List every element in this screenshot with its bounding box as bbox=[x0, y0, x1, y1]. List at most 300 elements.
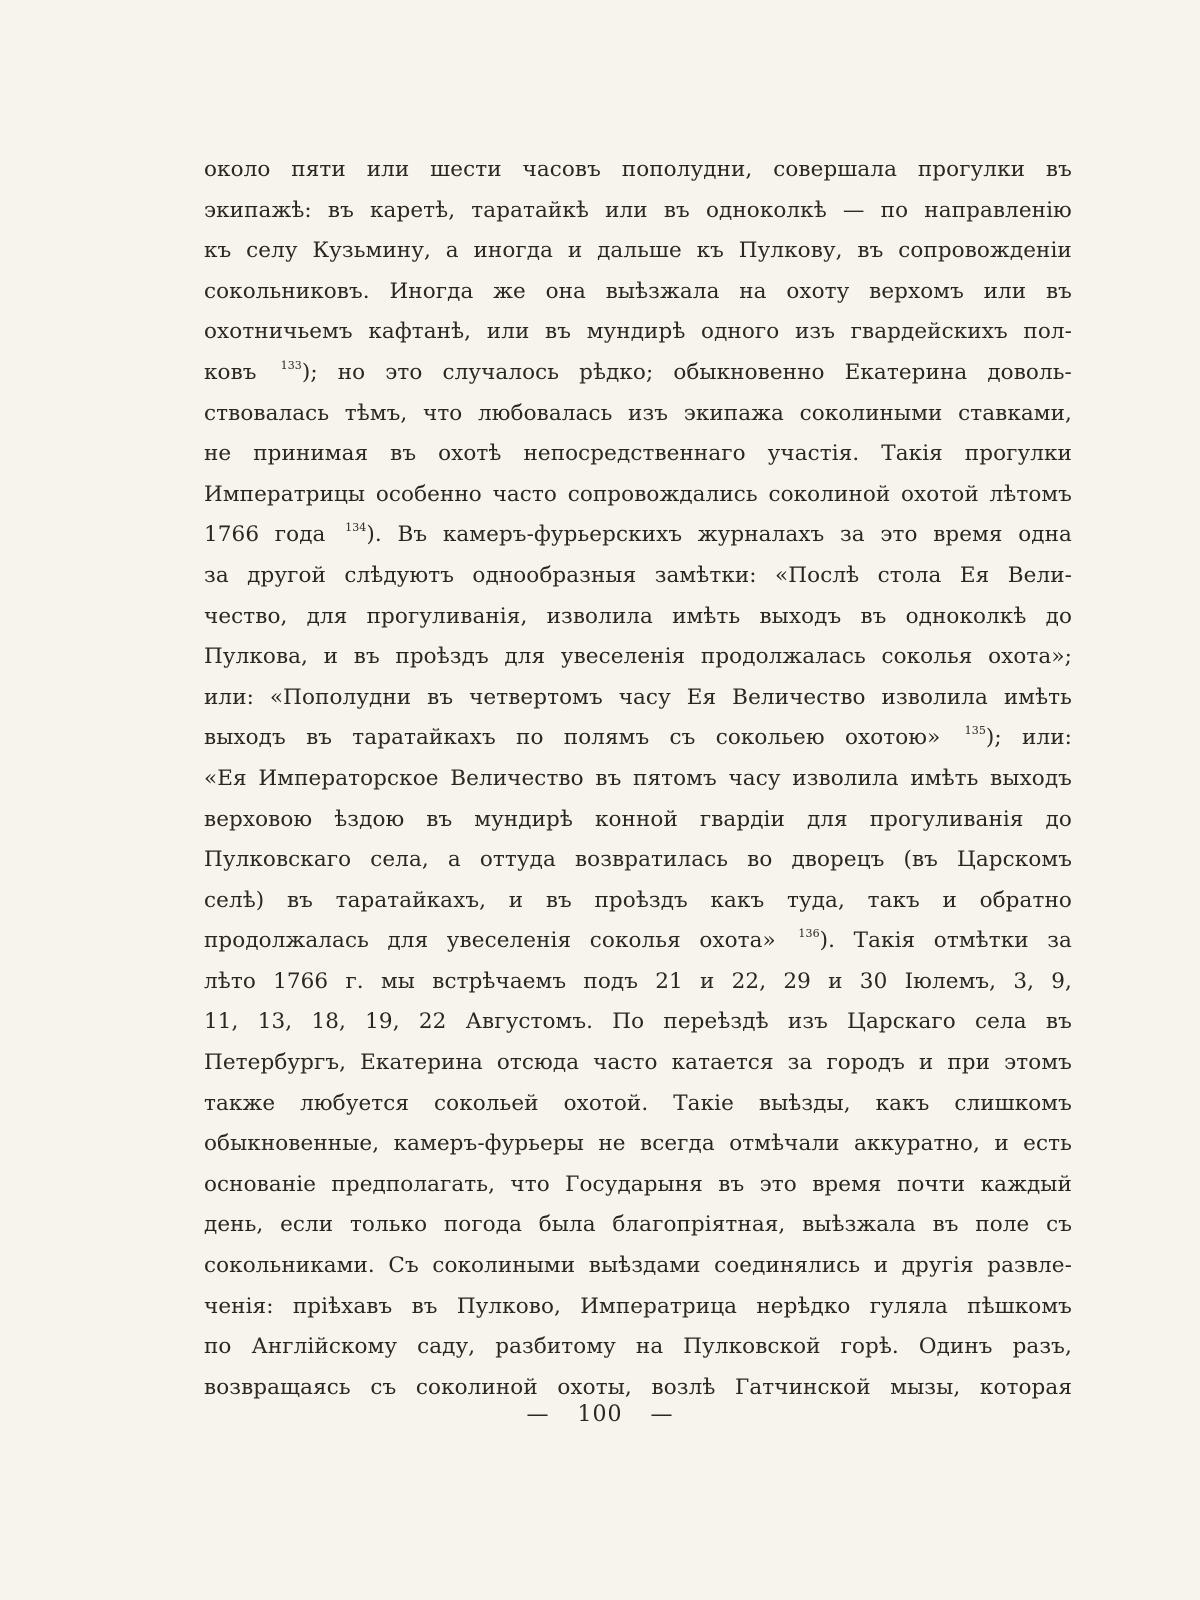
text-line bbox=[204, 597, 1072, 638]
word: къ bbox=[204, 238, 232, 264]
text-line bbox=[204, 1084, 1072, 1125]
word: ковъ bbox=[204, 359, 257, 385]
word: встрѣчаемъ bbox=[432, 968, 567, 994]
word: села bbox=[975, 1009, 1027, 1035]
word: выѣзды, bbox=[758, 1090, 851, 1116]
word: изволила bbox=[881, 684, 988, 710]
word: Екатерина bbox=[360, 1050, 483, 1076]
footnote-marker: 133 bbox=[280, 358, 302, 372]
word: же bbox=[493, 278, 526, 304]
word: камеръ-фурьерскихъ bbox=[442, 522, 683, 548]
word: селу bbox=[246, 238, 298, 264]
word: это bbox=[759, 1171, 797, 1197]
word: Августомъ. bbox=[465, 1009, 594, 1035]
word: возлѣ bbox=[651, 1374, 716, 1400]
word: и bbox=[994, 1131, 1009, 1157]
word: что bbox=[510, 1171, 550, 1197]
word: часовъ bbox=[522, 157, 601, 182]
word: оттуда bbox=[479, 847, 556, 873]
word: 19, bbox=[365, 1009, 400, 1035]
word: каретѣ, bbox=[370, 197, 456, 223]
word: сокольниковъ. bbox=[204, 278, 370, 304]
word: въ bbox=[663, 197, 690, 223]
word: за bbox=[787, 1050, 813, 1076]
word: возвратилась bbox=[574, 847, 729, 873]
word: одна bbox=[1018, 522, 1072, 548]
word: охоты, bbox=[557, 1374, 632, 1400]
word: случалось bbox=[442, 359, 560, 385]
word: какъ bbox=[875, 1090, 930, 1116]
word: таратайкахъ bbox=[352, 725, 496, 751]
word: таратайкахъ, bbox=[335, 887, 487, 913]
word: увеселенія bbox=[560, 644, 686, 670]
word: выѣзжала bbox=[605, 278, 720, 304]
word: во bbox=[747, 847, 773, 873]
word: это bbox=[880, 522, 918, 548]
word: разъ, bbox=[1012, 1334, 1072, 1360]
word: обыкновенные, bbox=[204, 1131, 380, 1157]
word: гуляла bbox=[869, 1293, 948, 1319]
word: Въ bbox=[397, 522, 428, 548]
word: экипажа bbox=[683, 400, 784, 426]
word: 11, bbox=[204, 1009, 239, 1035]
word: соединялись bbox=[714, 1253, 861, 1279]
word: лѣто bbox=[204, 968, 256, 994]
text-line bbox=[204, 1165, 1072, 1206]
word: и bbox=[828, 968, 843, 994]
word: время bbox=[933, 522, 1003, 548]
word: нерѣдко bbox=[756, 1293, 851, 1319]
text-line bbox=[204, 800, 1072, 841]
text-line bbox=[204, 312, 1072, 353]
word: Императорское bbox=[258, 765, 439, 791]
text-line bbox=[204, 394, 1072, 435]
word: проѣздъ bbox=[594, 887, 688, 913]
word: направленію bbox=[924, 197, 1072, 223]
word: 9, bbox=[1051, 968, 1072, 994]
word: отсюда bbox=[496, 1050, 580, 1076]
word: возвращаясь bbox=[204, 1374, 351, 1400]
word: если bbox=[280, 1212, 334, 1238]
word: что bbox=[423, 400, 463, 426]
word: которая bbox=[979, 1374, 1072, 1400]
text-line bbox=[204, 1124, 1072, 1165]
word: гвардейскихъ bbox=[850, 319, 1008, 345]
word: Пулково, bbox=[456, 1293, 561, 1319]
word: соколиной bbox=[768, 481, 891, 507]
page-number: 100 bbox=[577, 1402, 623, 1427]
word: продолжалась bbox=[700, 644, 866, 670]
word: участія. bbox=[767, 441, 860, 467]
word: всегда bbox=[640, 1131, 715, 1157]
word: таратайкѣ bbox=[471, 197, 589, 223]
word: это bbox=[385, 359, 423, 385]
word: «Послѣ bbox=[775, 562, 860, 588]
word: до bbox=[1045, 806, 1072, 832]
word: переѣздѣ bbox=[663, 1009, 769, 1035]
word: $^{135}$); bbox=[964, 724, 1002, 751]
word: камеръ-фурьеры bbox=[393, 1131, 584, 1157]
word: мы bbox=[380, 968, 416, 994]
word: этомъ bbox=[1004, 1050, 1072, 1076]
word: продолжалась bbox=[204, 928, 369, 954]
word: по bbox=[516, 725, 544, 751]
word: сокольниками. bbox=[204, 1253, 375, 1279]
footnote-marker: 136 bbox=[798, 927, 820, 941]
word: однообразныя bbox=[472, 562, 637, 588]
word: одного bbox=[701, 319, 780, 345]
word: обыкновенно bbox=[673, 359, 825, 385]
text-line bbox=[204, 556, 1072, 597]
word: шести bbox=[430, 157, 502, 182]
word: выходъ bbox=[204, 725, 286, 751]
word: также bbox=[204, 1090, 276, 1116]
word: экипажѣ: bbox=[204, 197, 312, 223]
word: предполагать, bbox=[331, 1171, 496, 1197]
word: въ bbox=[327, 197, 354, 223]
word: и bbox=[508, 887, 524, 913]
word: Пулковской bbox=[683, 1334, 821, 1360]
word: Такіе bbox=[673, 1090, 734, 1116]
word: увеселенія bbox=[446, 928, 572, 954]
word: одноколкѣ bbox=[705, 197, 827, 223]
word: прогуливанія bbox=[869, 806, 1024, 832]
page-number-dash-left: — bbox=[526, 1402, 550, 1427]
text-line bbox=[204, 1205, 1072, 1246]
word: прогулки bbox=[917, 157, 1026, 182]
word: рѣдко; bbox=[579, 359, 654, 385]
text-line bbox=[204, 759, 1072, 800]
word: охотою» bbox=[844, 725, 941, 751]
word: Пулкова, bbox=[204, 644, 308, 670]
text-line bbox=[204, 1246, 1072, 1287]
word: сокольею bbox=[715, 725, 825, 751]
word: лѣтомъ bbox=[989, 481, 1072, 507]
word: какъ bbox=[710, 887, 765, 913]
word: за bbox=[204, 562, 229, 588]
word: охота» bbox=[699, 928, 776, 954]
footnote-marker: 135 bbox=[964, 724, 986, 738]
word: въ bbox=[1045, 278, 1072, 304]
word: Ея bbox=[686, 684, 717, 710]
word: кафтанѣ, bbox=[368, 319, 472, 345]
word: часто bbox=[593, 1050, 658, 1076]
word: 29 bbox=[783, 968, 811, 994]
word: Кузьмину, bbox=[312, 238, 431, 264]
word: Петербургъ, bbox=[204, 1050, 347, 1076]
word: день, bbox=[204, 1212, 264, 1238]
word: для bbox=[806, 806, 848, 832]
word: за bbox=[839, 522, 865, 548]
word: съ bbox=[669, 725, 696, 751]
word: въ bbox=[595, 765, 622, 791]
word: Императрицы bbox=[204, 481, 366, 507]
word: мызы, bbox=[890, 1374, 961, 1400]
word: но bbox=[337, 359, 366, 385]
word: доволь- bbox=[987, 359, 1072, 385]
word: соколья bbox=[589, 928, 681, 954]
text-line bbox=[204, 353, 1072, 394]
word: мундирѣ bbox=[586, 319, 686, 345]
text-line bbox=[204, 718, 1072, 759]
word: «Ея bbox=[204, 765, 247, 791]
word: Одинъ bbox=[918, 1334, 993, 1360]
word: только bbox=[349, 1212, 428, 1238]
text-line bbox=[204, 1043, 1072, 1084]
word: Императрица bbox=[580, 1293, 738, 1319]
word: имѣть bbox=[1003, 684, 1072, 710]
word: соколиными bbox=[432, 1253, 576, 1279]
word: пріѣхавъ bbox=[292, 1293, 393, 1319]
word: по bbox=[204, 1334, 232, 1360]
text-line bbox=[204, 475, 1072, 516]
word: Такія bbox=[853, 928, 916, 954]
word: или bbox=[983, 278, 1027, 304]
word: въ bbox=[545, 887, 572, 913]
word: иногда bbox=[473, 238, 554, 264]
word: любуется bbox=[300, 1090, 410, 1116]
word: По bbox=[612, 1009, 645, 1035]
word: часу bbox=[618, 684, 671, 710]
text-line bbox=[204, 434, 1072, 475]
word: для bbox=[306, 603, 348, 629]
word: не bbox=[204, 441, 232, 467]
word: любовалась bbox=[477, 400, 613, 426]
page-number-dash-right: — bbox=[650, 1402, 674, 1427]
word: катается bbox=[671, 1050, 774, 1076]
word: соколья bbox=[881, 644, 973, 670]
word: и bbox=[942, 887, 957, 913]
word: благопріятная, bbox=[612, 1212, 786, 1238]
word: 22 bbox=[418, 1009, 447, 1035]
word: разбитому bbox=[495, 1334, 616, 1360]
word: или bbox=[486, 319, 530, 345]
word: выѣзжала bbox=[802, 1212, 916, 1238]
word: $^{133}$); bbox=[280, 358, 318, 385]
word: она bbox=[545, 278, 586, 304]
word: ствовалась bbox=[204, 400, 330, 426]
word: (въ bbox=[903, 847, 938, 873]
word: Пулкову, bbox=[738, 238, 843, 264]
word: тѣмъ, bbox=[344, 400, 408, 426]
word: за bbox=[1047, 928, 1072, 954]
word: верховою bbox=[204, 806, 313, 832]
word: $^{136}$). bbox=[798, 927, 836, 954]
word: сопровождались bbox=[567, 481, 758, 507]
text-line bbox=[204, 962, 1072, 1003]
word: слишкомъ bbox=[954, 1090, 1072, 1116]
word: — bbox=[842, 197, 865, 223]
word: въ bbox=[1045, 157, 1072, 182]
word: къ bbox=[696, 238, 724, 264]
word: при bbox=[947, 1050, 991, 1076]
word: въ bbox=[426, 806, 453, 832]
word: дальше bbox=[597, 238, 682, 264]
word: аккуратно, bbox=[853, 1131, 980, 1157]
word: 3, bbox=[1013, 968, 1035, 994]
word: а bbox=[447, 847, 461, 873]
word: принимая bbox=[253, 441, 369, 467]
word: въ bbox=[860, 603, 887, 629]
word: пѣшкомъ bbox=[967, 1293, 1072, 1319]
word: или bbox=[605, 197, 648, 223]
word: мундирѣ bbox=[474, 806, 573, 832]
word: развле- bbox=[987, 1253, 1072, 1279]
text-line bbox=[204, 1327, 1072, 1368]
word: или: bbox=[204, 684, 254, 710]
word: охотничьемъ bbox=[204, 319, 353, 345]
word: соколиными bbox=[799, 400, 943, 426]
word: ченія: bbox=[204, 1293, 274, 1319]
word: прогулки bbox=[964, 441, 1072, 467]
word: слѣдуютъ bbox=[344, 562, 455, 588]
word: время bbox=[812, 1171, 882, 1197]
word: 18, bbox=[311, 1009, 346, 1035]
text-line bbox=[204, 191, 1072, 232]
word: Съ bbox=[388, 1253, 419, 1279]
word: а bbox=[445, 238, 459, 264]
word: туда, bbox=[786, 887, 845, 913]
word: обратно bbox=[979, 887, 1072, 913]
word: сопровожденіи bbox=[898, 238, 1072, 264]
word: основаніе bbox=[204, 1171, 317, 1197]
word: выѣздами bbox=[588, 1253, 701, 1279]
word: и bbox=[873, 1253, 889, 1279]
word: имѣть bbox=[910, 765, 979, 791]
word: и bbox=[323, 644, 339, 670]
word: Англійскому bbox=[251, 1334, 398, 1360]
word: стола bbox=[877, 562, 942, 588]
word: дворецъ bbox=[791, 847, 885, 873]
word: въ bbox=[411, 1293, 438, 1319]
word: часто bbox=[492, 481, 557, 507]
word: журналахъ bbox=[697, 522, 825, 548]
word: около bbox=[204, 157, 271, 182]
word: или bbox=[366, 157, 410, 182]
word: другія bbox=[901, 1253, 974, 1279]
word: соколиной bbox=[415, 1374, 538, 1400]
word: въ bbox=[427, 684, 454, 710]
word: на bbox=[739, 278, 767, 304]
word: одноколкѣ bbox=[905, 603, 1027, 629]
word: Такія bbox=[881, 441, 943, 467]
text-line bbox=[204, 637, 1072, 678]
word: 22, bbox=[731, 968, 767, 994]
word: такъ bbox=[867, 887, 920, 913]
text-line bbox=[204, 1002, 1072, 1043]
word: полямъ bbox=[563, 725, 650, 751]
word: почти bbox=[897, 1171, 966, 1197]
page-number-footer bbox=[0, 1402, 1200, 1427]
word: Іюлемъ, bbox=[904, 968, 997, 994]
word: съ bbox=[1046, 1212, 1072, 1238]
word: или: bbox=[1022, 725, 1072, 751]
word: пятомъ bbox=[633, 765, 717, 791]
word: охота»; bbox=[988, 644, 1072, 670]
word: Вели- bbox=[1007, 562, 1072, 588]
word: отмѣчали bbox=[729, 1131, 840, 1157]
word: сокольей bbox=[434, 1090, 539, 1116]
word: селѣ) bbox=[204, 887, 265, 913]
word: была bbox=[538, 1212, 596, 1238]
word: и bbox=[918, 1050, 934, 1076]
word: каждый bbox=[980, 1171, 1072, 1197]
text-line bbox=[204, 1287, 1072, 1328]
word: замѣтки: bbox=[654, 562, 757, 588]
word: часу bbox=[728, 765, 781, 791]
word: совершала bbox=[773, 157, 897, 182]
word: имѣть bbox=[672, 603, 741, 629]
word: Иногда bbox=[389, 278, 474, 304]
word: охотой bbox=[901, 481, 979, 507]
word: ѣздою bbox=[334, 806, 405, 832]
word: въ bbox=[857, 238, 884, 264]
word: по bbox=[880, 197, 909, 223]
word: охотой. bbox=[563, 1090, 649, 1116]
word: въ bbox=[390, 441, 417, 467]
word: непосредственнаго bbox=[523, 441, 746, 467]
word: $^{134}$). bbox=[345, 521, 382, 548]
word: верхомъ bbox=[869, 278, 964, 304]
word: отмѣтки bbox=[933, 928, 1029, 954]
word: ставками, bbox=[958, 400, 1072, 426]
word: проѣздъ bbox=[395, 644, 489, 670]
footnote-marker: 134 bbox=[345, 521, 367, 535]
word: въ bbox=[1045, 1009, 1072, 1035]
word: Величество bbox=[732, 684, 866, 710]
word: села, bbox=[370, 847, 429, 873]
word: Величество bbox=[450, 765, 584, 791]
text-line bbox=[204, 678, 1072, 719]
word: четвертомъ bbox=[469, 684, 603, 710]
text-line bbox=[204, 272, 1072, 313]
word: чество, bbox=[204, 603, 288, 629]
word: изъ bbox=[794, 319, 836, 345]
word: есть bbox=[1023, 1131, 1072, 1157]
word: въ bbox=[353, 644, 380, 670]
word: охотѣ bbox=[438, 441, 502, 467]
word: поле bbox=[975, 1212, 1030, 1238]
word: изъ bbox=[787, 1009, 828, 1035]
word: 21 bbox=[655, 968, 683, 994]
word: выходъ bbox=[990, 765, 1072, 791]
word: не bbox=[598, 1131, 626, 1157]
word: 1766 bbox=[273, 968, 329, 994]
word: «Пополудни bbox=[269, 684, 412, 710]
word: изъ bbox=[628, 400, 669, 426]
word: охоту bbox=[786, 278, 850, 304]
word: Гатчинской bbox=[735, 1374, 871, 1400]
word: для bbox=[387, 928, 429, 954]
text-line bbox=[204, 921, 1072, 962]
word: пол- bbox=[1023, 319, 1072, 345]
text-line bbox=[204, 150, 1072, 191]
word: года bbox=[274, 522, 326, 548]
word: пяти bbox=[291, 157, 346, 182]
word: пополудни, bbox=[621, 157, 753, 182]
word: особенно bbox=[375, 481, 482, 507]
word: Царскомъ bbox=[957, 847, 1072, 873]
word: конной bbox=[594, 806, 678, 832]
word: 30 bbox=[859, 968, 888, 994]
word: другой bbox=[247, 562, 326, 588]
word: Царскаго bbox=[847, 1009, 956, 1035]
word: въ bbox=[286, 887, 313, 913]
word: гвардіи bbox=[699, 806, 785, 832]
word: и bbox=[699, 968, 715, 994]
word: выходъ bbox=[759, 603, 842, 629]
word: Екатерина bbox=[844, 359, 968, 385]
